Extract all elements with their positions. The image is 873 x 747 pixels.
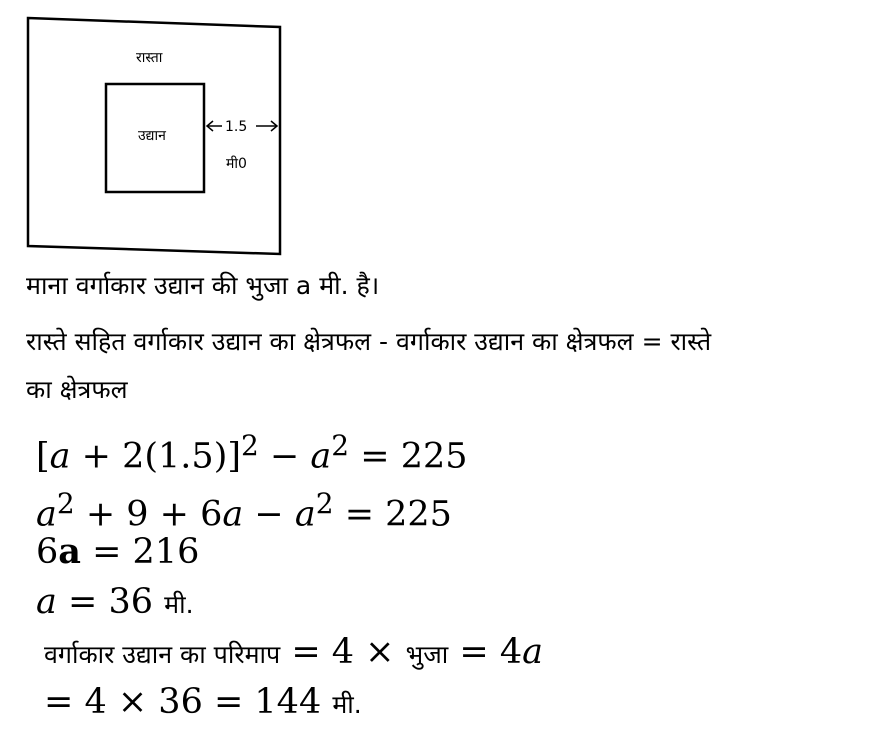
assumption-text: माना वर्गाकार उद्यान की भुजा a मी. है। [26,271,380,300]
garden-path-diagram [18,0,288,260]
equation-5: वर्गाकार उद्यान का परिमाप = 4 × भुजा = 4a [44,632,543,672]
relation-text-line1: रास्ते सहित वर्गाकार उद्यान का क्षेत्रफल - वर्गाकार उद्यान का क्षेत्रफल = रास्ते [26,327,712,356]
width-unit: मी0 [226,156,247,172]
relation-text-line2: का क्षेत्रफल [26,375,128,404]
equation-4: a = 36 मी. [36,582,194,622]
path-label: रास्ता [136,50,163,66]
equation-1: $[a + 2(1.5)]^2 - a^2 = 225$ [36,429,468,477]
width-value: 1.5 [225,119,248,135]
equation-3: 6a = 216 [36,531,200,572]
equation-2: $a^2 + 9 + 6a - a^2 = 225$ [36,487,452,535]
garden-label: उद्यान [138,128,166,144]
equation-6: = 4 × 36 = 144 मी. [44,682,362,722]
